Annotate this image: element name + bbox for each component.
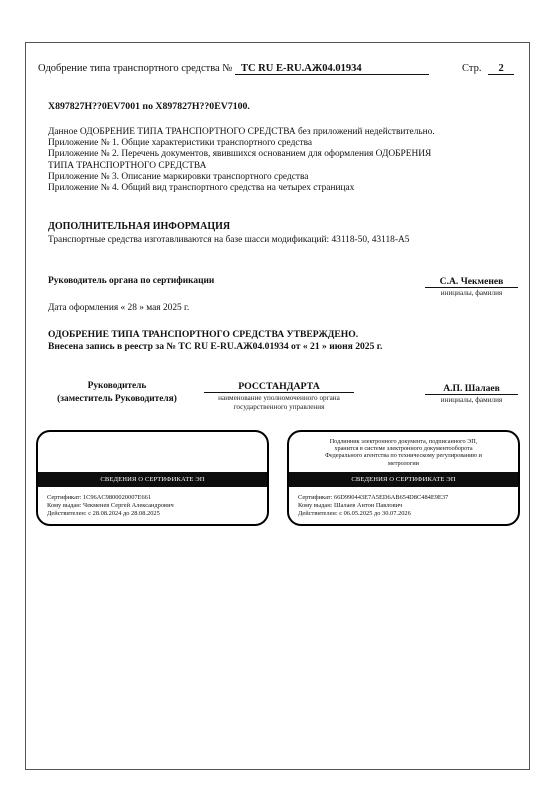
page-label: Стр. — [462, 63, 482, 74]
cert-head-caption: инициалы, фамилия — [440, 289, 503, 297]
cert-head-label: Руководитель органа по сертификации — [48, 276, 215, 286]
esignature-band: СВЕДЕНИЯ О СЕРТИФИКАТЕ ЭП — [289, 472, 518, 487]
esignature-stamp-right — [287, 430, 520, 526]
esignature-cert: Сертификат: 1C96AC9800020007E661 — [47, 494, 152, 501]
esignature-stamp-left — [36, 430, 269, 526]
rst-role: Руководитель — [87, 381, 147, 391]
header-prefix: Одобрение типа транспортного средства № — [38, 63, 233, 74]
esignature-note-line: Подлинник электронного документа, подписанного ЭП, — [329, 438, 478, 445]
esignature-cert: Сертификат: 66D990443E7A5ED6AB654D8C484E9E37 — [298, 494, 449, 501]
esignature-note-line: метрологии — [388, 459, 419, 467]
approved-title: ОДОБРЕНИЕ ТИПА ТРАНСПОРТНОГО СРЕДСТВА УТВЕРЖДЕНО. — [48, 329, 359, 340]
rst-role-deputy: (заместитель Руководителя) — [57, 394, 177, 404]
esignature-owner: Кому выдан: Шалаев Антон Павлович — [298, 502, 403, 509]
rst-org: РОССТАНДАРТА — [204, 381, 354, 393]
page-header — [38, 63, 429, 75]
attachment-line: Приложение № 3. Описание маркировки транспортного средства — [48, 171, 309, 182]
esignature-note-line: хранится в системе электронного документооборота — [334, 445, 473, 453]
esignature-owner: Кому выдан: Чекменев Сергей Александрович — [47, 502, 174, 509]
esignature-band: СВЕДЕНИЯ О СЕРТИФИКАТЕ ЭП — [38, 472, 267, 487]
rst-name: А.П. Шалаев — [425, 383, 518, 395]
attachment-line: Приложение № 2. Перечень документов, явившихся основанием для оформления ОДОБРЕНИЯ — [48, 149, 432, 160]
esignature-note-line: Федерального агентства по техническому регулированию и — [325, 452, 482, 460]
additional-info-text: Транспортные средства изготавливаются на базе шасси модификаций: 43118-50, 43118-A5 — [48, 235, 410, 245]
additional-info-title: ДОПОЛНИТЕЛЬНАЯ ИНФОРМАЦИЯ — [48, 221, 231, 232]
attachment-line: Приложение № 1. Общие характеристики транспортного средства — [48, 138, 313, 149]
rst-org-caption: государственного управления — [233, 403, 325, 411]
esignature-valid: Действителен: с 28.08.2024 до 28.08.2025 — [47, 510, 160, 517]
rst-name-caption: инициалы, фамилия — [440, 396, 503, 404]
attachments-list — [48, 127, 435, 194]
attachment-line: Данное ОДОБРЕНИЕ ТИПА ТРАНСПОРТНОГО СРЕДСТВА без приложений недействительно. — [48, 127, 435, 137]
attachment-line: ТИПА ТРАНСПОРТНОГО СРЕДСТВА — [48, 160, 207, 171]
esignature-valid: Действителен: с 06.05.2025 до 30.07.2026 — [298, 510, 411, 517]
page-number-value: 2 — [488, 63, 514, 75]
approval-number: TC RU E-RU.АЖ04.01934 — [235, 63, 429, 75]
registry-entry: Внесена запись в реестр за № TC RU E-RU.АЖ04.01934 от « 21 » июня 2025 г. — [48, 341, 383, 352]
attachment-line: Приложение № 4. Общий вид транспортного средства на четырех страницах — [48, 183, 355, 194]
issue-date: Дата оформления « 28 » мая 2025 г. — [48, 303, 190, 313]
page-number — [462, 63, 514, 75]
vin-range: X897827H??0EV7001 по X897827H??0EV7100. — [48, 101, 250, 112]
cert-head-name: С.А. Чекменев — [425, 276, 518, 288]
rst-org-caption: наименование уполномоченного органа — [218, 394, 340, 402]
esignature-note — [289, 438, 518, 467]
